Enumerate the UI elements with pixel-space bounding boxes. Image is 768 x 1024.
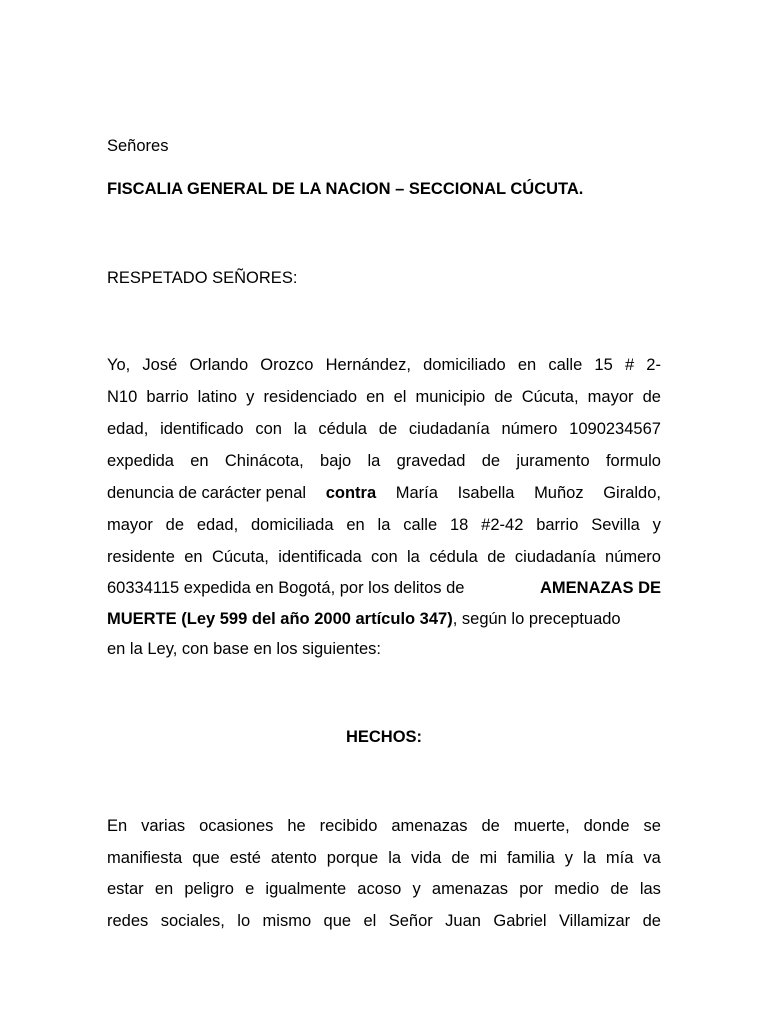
crime-label-end: MUERTE (Ley 599 del año 2000 artículo 347) xyxy=(107,610,453,628)
word: Isabella xyxy=(457,484,515,502)
word: el xyxy=(393,388,407,406)
word: atento xyxy=(270,849,317,867)
word: José xyxy=(142,356,178,374)
word: muerte, xyxy=(513,817,570,835)
word: número xyxy=(605,548,661,566)
greeting: RESPETADO SEÑORES: xyxy=(107,269,298,287)
intro-line-5-text: denuncia de carácter penal xyxy=(107,484,307,502)
word: juramento xyxy=(516,452,590,470)
word: y xyxy=(246,388,255,406)
word: la xyxy=(293,420,307,438)
word: 15 xyxy=(594,356,613,374)
word: identificada xyxy=(278,548,362,566)
intro-line-7 xyxy=(107,547,661,567)
word: cédula xyxy=(429,548,478,566)
salutation: Señores xyxy=(107,137,169,155)
word: domiciliada xyxy=(250,516,334,534)
word: acoso xyxy=(357,880,402,898)
word: de xyxy=(642,912,661,930)
word: la xyxy=(367,452,381,470)
word: que xyxy=(192,849,220,867)
word: familia xyxy=(507,849,555,867)
word: se xyxy=(643,817,661,835)
word: 2- xyxy=(646,356,661,374)
word: en xyxy=(154,880,174,898)
word: Yo, xyxy=(107,356,131,374)
word: porque xyxy=(326,849,379,867)
word: bajo xyxy=(320,452,352,470)
word: peligro xyxy=(184,880,234,898)
word: expedida xyxy=(107,452,174,470)
word: Orozco xyxy=(260,356,314,374)
word: las xyxy=(639,880,661,898)
word: de xyxy=(378,420,398,438)
word: latino xyxy=(197,388,238,406)
word: mayor xyxy=(107,516,153,534)
word: residenciado xyxy=(263,388,358,406)
word: cédula xyxy=(318,420,367,438)
word: redes xyxy=(107,912,149,930)
intro-line-2 xyxy=(107,387,661,407)
word: Sevilla xyxy=(591,516,640,534)
word: de xyxy=(165,516,185,534)
word: de xyxy=(451,849,470,867)
word: de xyxy=(494,388,513,406)
word: medio xyxy=(554,880,600,898)
word: residente xyxy=(107,548,175,566)
word: y xyxy=(412,880,421,898)
word: número xyxy=(501,420,558,438)
word: Cúcuta, xyxy=(521,388,579,406)
word: de xyxy=(487,548,506,566)
word: calle xyxy=(548,356,583,374)
word: la xyxy=(377,516,391,534)
word: en xyxy=(517,356,537,374)
word: que xyxy=(323,912,352,930)
intro-line-4 xyxy=(107,451,661,471)
intro-line-3 xyxy=(107,419,661,439)
word: edad, xyxy=(107,420,149,438)
word: 18 xyxy=(449,516,469,534)
word: María xyxy=(395,484,438,502)
word: Gabriel xyxy=(493,912,547,930)
word: el xyxy=(363,912,377,930)
facts-line-3 xyxy=(107,879,661,899)
word: vida xyxy=(411,849,442,867)
word: con xyxy=(255,420,282,438)
word: Cúcuta, xyxy=(211,548,269,566)
word: Señor xyxy=(388,912,433,930)
word: con xyxy=(371,548,398,566)
word: calle xyxy=(403,516,438,534)
word: Giraldo, xyxy=(603,484,661,502)
word: la xyxy=(407,548,420,566)
word: de xyxy=(481,452,501,470)
word: mía xyxy=(605,849,634,867)
word: en xyxy=(366,388,385,406)
word: Hernández, xyxy=(325,356,411,374)
recipient-heading: FISCALIA GENERAL DE LA NACION – SECCIONAL CÚCUTA. xyxy=(107,180,584,198)
word: de xyxy=(610,880,629,898)
word: barrio xyxy=(146,388,189,406)
word: por xyxy=(519,880,544,898)
facts-line-2 xyxy=(107,848,661,868)
word: esté xyxy=(229,849,261,867)
word: recibido xyxy=(319,817,378,835)
word: Chinácota, xyxy=(224,452,304,470)
word: va xyxy=(643,849,661,867)
word: edad, xyxy=(196,516,239,534)
word: N10 xyxy=(107,388,138,406)
word: y xyxy=(564,849,574,867)
facts-line-1 xyxy=(107,816,661,836)
word: mi xyxy=(479,849,498,867)
intro-line-8-text: 60334115 expedida en Bogotá, por los delitos de xyxy=(107,579,465,597)
word: ocasiones xyxy=(199,817,274,835)
word: En xyxy=(107,817,128,835)
word: la xyxy=(388,849,402,867)
section-title: HECHOS: xyxy=(345,728,423,746)
word: igualmente xyxy=(265,880,347,898)
word: municipio xyxy=(415,388,486,406)
word: barrio xyxy=(536,516,579,534)
intro-line-10: en la Ley, con base en los siguientes: xyxy=(107,640,381,658)
intro-line-6 xyxy=(107,515,661,535)
word: ciudadanía xyxy=(514,548,596,566)
word: de xyxy=(642,388,661,406)
word: mismo xyxy=(262,912,312,930)
word: # xyxy=(624,356,635,374)
word: #2-42 xyxy=(481,516,524,534)
word: donde xyxy=(583,817,630,835)
word: gravedad xyxy=(396,452,466,470)
word: y xyxy=(652,516,661,534)
word: de xyxy=(481,817,500,835)
crime-label-start: AMENAZAS DE xyxy=(539,579,661,597)
word: amenazas xyxy=(391,817,468,835)
word: mayor xyxy=(587,388,634,406)
word: e xyxy=(245,880,255,898)
facts-line-4 xyxy=(107,911,661,931)
word: domiciliado xyxy=(423,356,506,374)
intro-line-1 xyxy=(107,355,661,375)
word: Juan xyxy=(445,912,481,930)
word: Orlando xyxy=(189,356,249,374)
word: en xyxy=(346,516,365,534)
intro-line-9 xyxy=(107,609,621,629)
word: en xyxy=(190,452,209,470)
word: Villamizar xyxy=(558,912,631,930)
intro-line-5 xyxy=(107,483,661,503)
word: estar xyxy=(107,880,144,898)
word: amenazas xyxy=(431,880,509,898)
word: Muñoz xyxy=(534,484,584,502)
word: la xyxy=(583,849,596,867)
word: en xyxy=(184,548,203,566)
word: lo xyxy=(237,912,251,930)
contra-keyword: contra xyxy=(325,484,377,502)
word: varias xyxy=(141,817,186,835)
word: 1090234567 xyxy=(569,420,661,438)
word: formulo xyxy=(605,452,661,470)
intro-line-8 xyxy=(107,578,661,598)
word: sociales, xyxy=(160,912,225,930)
word: he xyxy=(287,817,306,835)
intro-line-9-text: , según lo preceptuado xyxy=(452,610,621,628)
word: manifiesta xyxy=(107,849,183,867)
word: identificado xyxy=(160,420,244,438)
word: ciudadanía xyxy=(408,420,490,438)
